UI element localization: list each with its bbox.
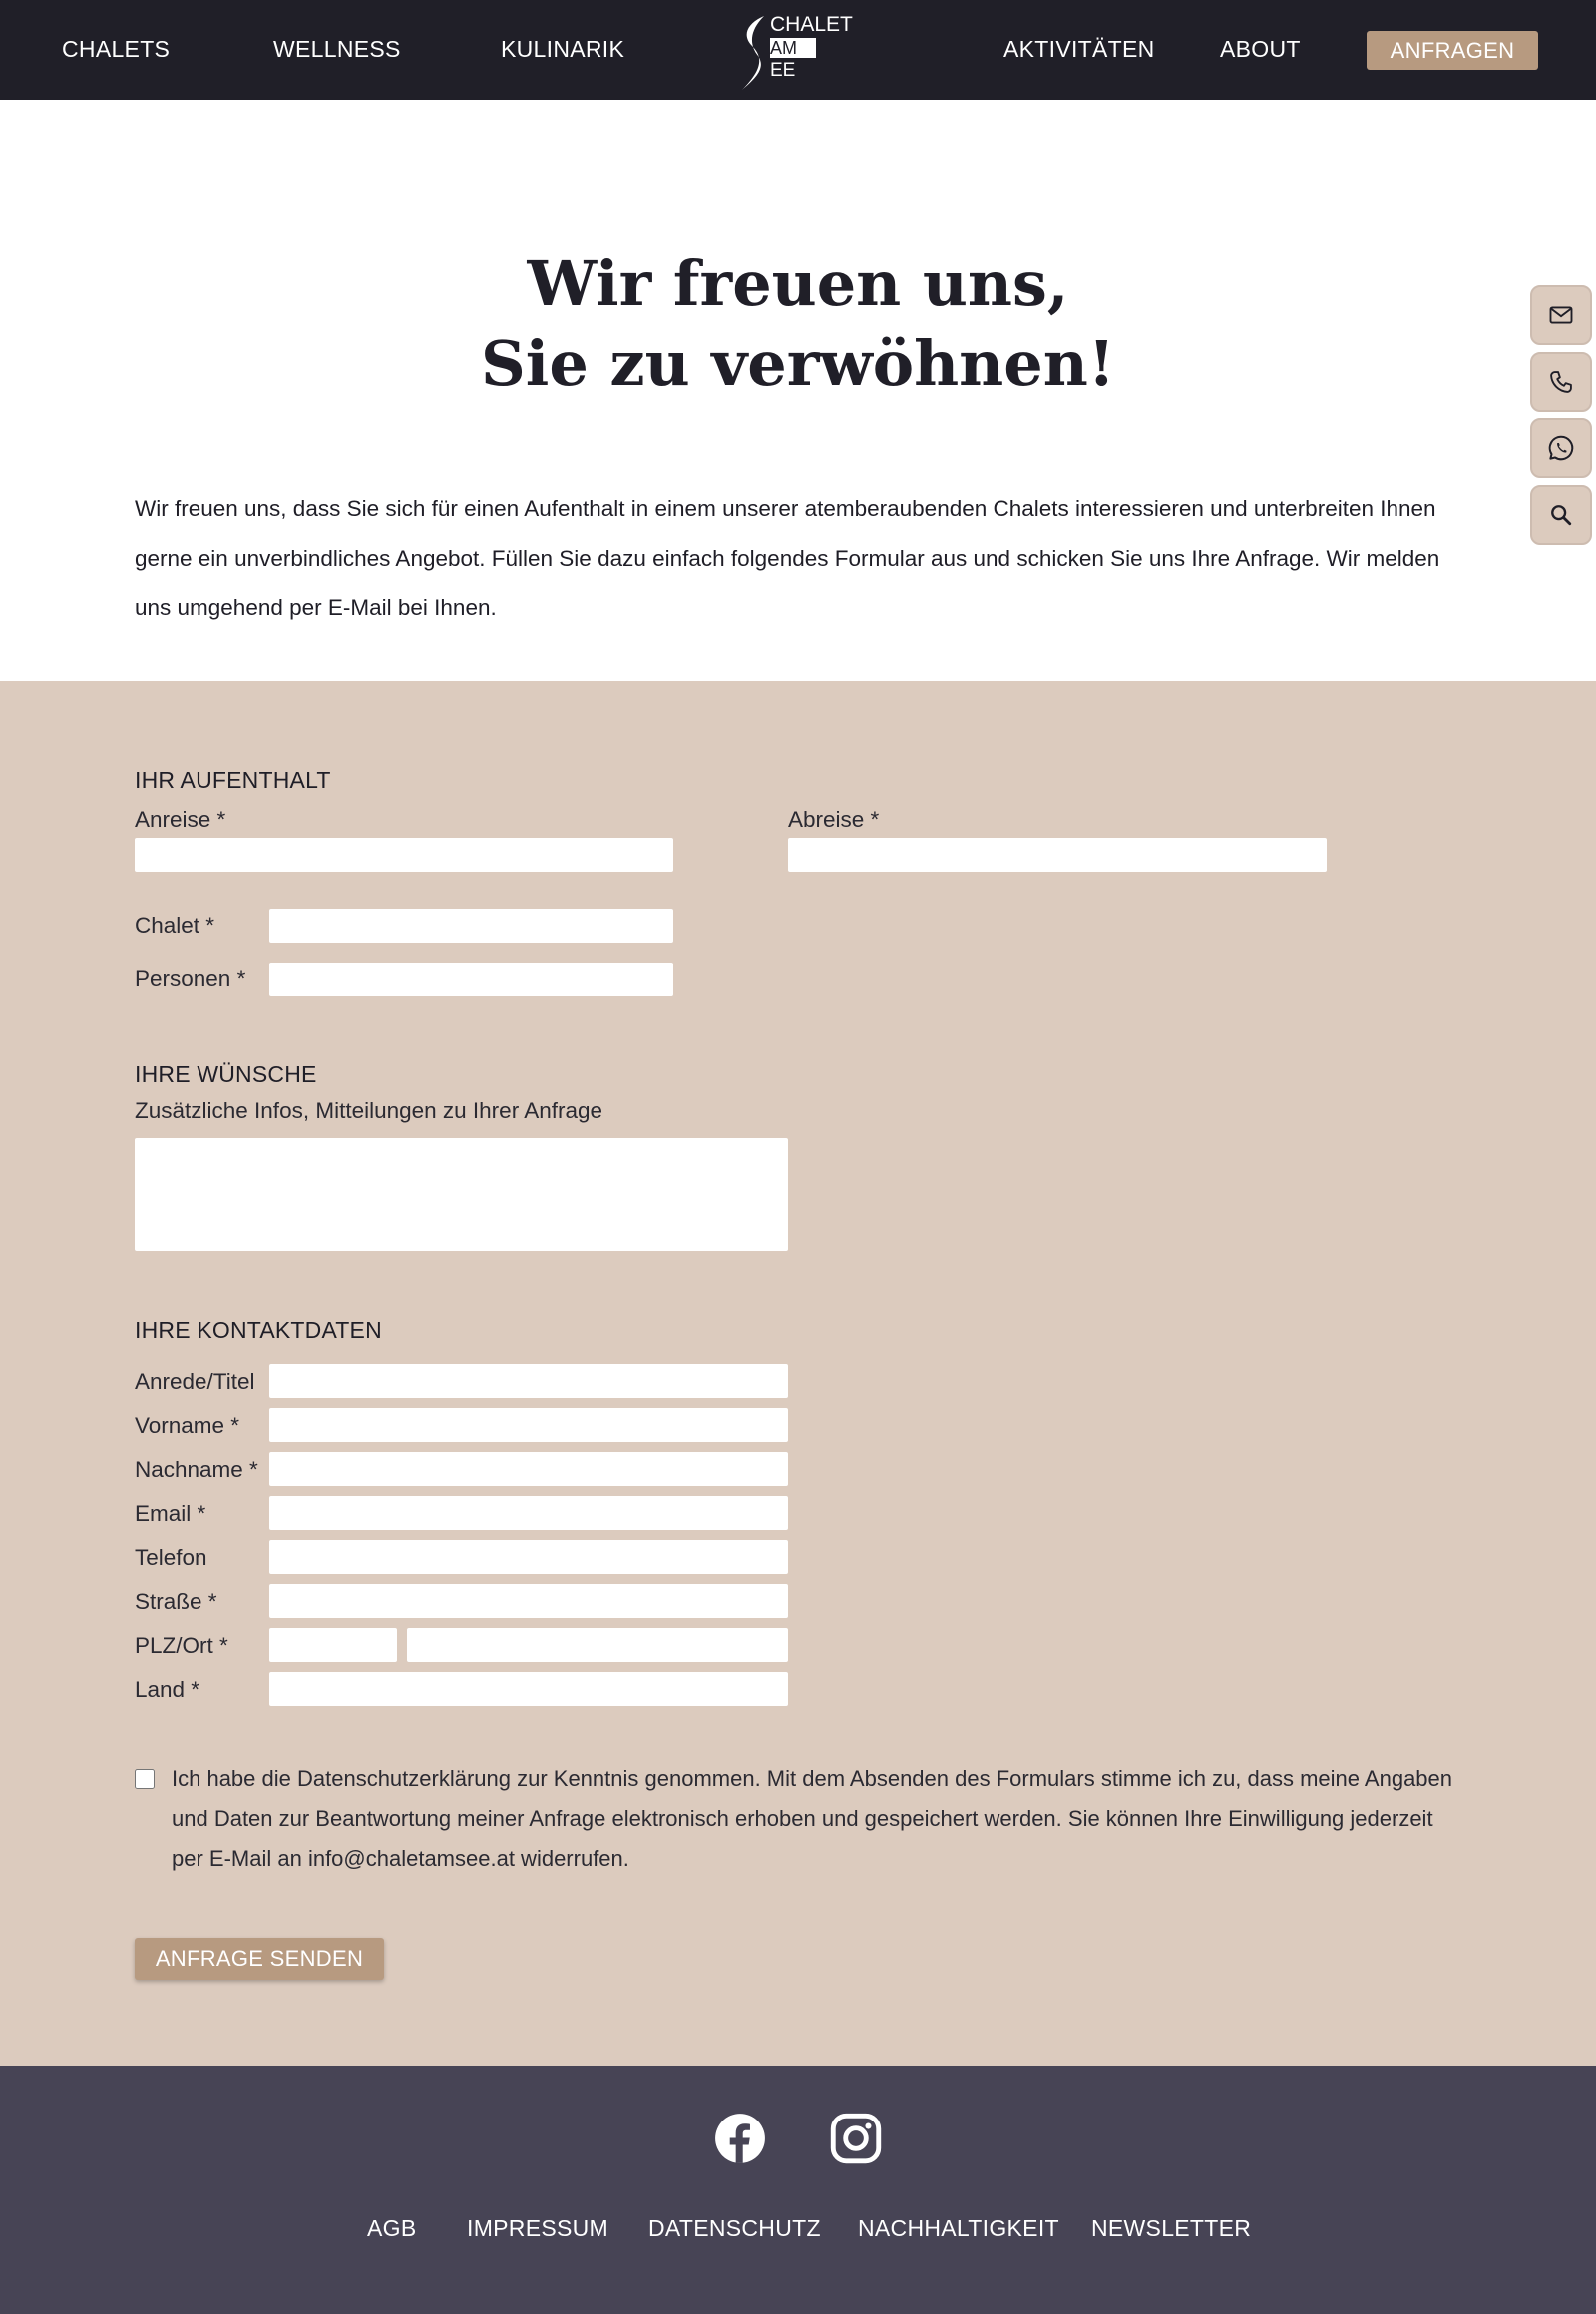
site-header bbox=[0, 0, 1596, 100]
arrival-field[interactable] bbox=[135, 838, 673, 872]
section-title-wishes: IHRE WÜNSCHE bbox=[135, 1061, 317, 1087]
facebook-icon[interactable] bbox=[714, 2113, 766, 2164]
footer-link-newsletter[interactable]: NEWSLETTER bbox=[1091, 2215, 1252, 2241]
site-footer bbox=[0, 2066, 1596, 2314]
page-title-line-2: Sie zu verwöhnen! bbox=[481, 327, 1115, 400]
side-search-button[interactable] bbox=[1530, 485, 1592, 545]
wishes-label: Zusätzliche Infos, Mitteilungen zu Ihrer Anfrage bbox=[135, 1098, 602, 1123]
zip-field[interactable] bbox=[269, 1628, 397, 1662]
section-title-contact: IHRE KONTAKTDATEN bbox=[135, 1317, 382, 1343]
mail-icon bbox=[1547, 301, 1575, 329]
lastname-label: Nachname * bbox=[135, 1457, 258, 1482]
departure-field[interactable] bbox=[788, 838, 1327, 872]
nav-chalets[interactable]: CHALETS bbox=[62, 36, 171, 62]
city-field[interactable] bbox=[407, 1628, 788, 1662]
privacy-consent-text: Ich habe die Datenschutzerklärung zur Kenntnis genommen. Mit dem Absenden des Formulars stimme ich zu, dass meine Angaben und Daten zur Beantwortung meiner Anfrage elektronisch erhoben und gespeichert werden. Sie können Ihre Einwilligung jederzeit per E-Mail an info@chaletamsee.at widerrufen. bbox=[172, 1766, 1453, 1871]
side-whatsapp-button[interactable] bbox=[1530, 418, 1592, 478]
street-field[interactable] bbox=[269, 1584, 788, 1618]
intro-text: Wir freuen uns, dass Sie sich für einen Aufenthalt in einem unserer atemberaubenden Chalets interessieren und unterbreiten Ihnen gerne ein unverbindliches Angebot. Füllen Sie dazu einfach folgendes Formular aus und schicken Sie uns Ihre Anfrage. Wir melden uns umgehend per E-Mail bei Ihnen. bbox=[135, 496, 1440, 620]
section-title-stay: IHR AUFENTHALT bbox=[135, 767, 331, 793]
persons-label: Personen * bbox=[135, 966, 246, 991]
phone-icon bbox=[1547, 368, 1575, 396]
footer-link-datenschutz[interactable]: DATENSCHUTZ bbox=[648, 2215, 821, 2241]
country-label: Land * bbox=[135, 1677, 200, 1702]
side-phone-button[interactable] bbox=[1530, 352, 1592, 412]
nav-kulinarik[interactable]: KULINARIK bbox=[501, 36, 625, 62]
footer-link-nachhaltigkeit[interactable]: NACHHALTIGKEIT bbox=[858, 2215, 1059, 2241]
side-mail-button[interactable] bbox=[1530, 285, 1592, 345]
privacy-consent-checkbox[interactable] bbox=[135, 1769, 155, 1789]
nav-about[interactable]: ABOUT bbox=[1220, 36, 1301, 62]
submit-inquiry-button[interactable]: ANFRAGE SENDEN bbox=[135, 1938, 384, 1980]
footer-link-impressum[interactable]: IMPRESSUM bbox=[467, 2215, 608, 2241]
wishes-textarea[interactable] bbox=[135, 1138, 788, 1251]
footer-link-agb[interactable]: AGB bbox=[367, 2215, 417, 2241]
page-title bbox=[0, 244, 1596, 404]
logo-text-chalet: CHALET bbox=[770, 13, 853, 36]
anfragen-button[interactable]: ANFRAGEN bbox=[1367, 31, 1538, 70]
firstname-label: Vorname * bbox=[135, 1413, 240, 1438]
logo[interactable] bbox=[738, 12, 858, 92]
street-label: Straße * bbox=[135, 1589, 217, 1614]
nav-wellness[interactable]: WELLNESS bbox=[273, 36, 401, 62]
firstname-field[interactable] bbox=[269, 1408, 788, 1442]
lastname-field[interactable] bbox=[269, 1452, 788, 1486]
email-field[interactable] bbox=[269, 1496, 788, 1530]
nav-aktivitaeten[interactable]: AKTIVITÄTEN bbox=[1003, 36, 1155, 62]
whatsapp-icon bbox=[1546, 433, 1576, 463]
persons-field[interactable] bbox=[269, 963, 673, 996]
departure-label: Abreise * bbox=[788, 807, 880, 832]
salutation-label: Anrede/Titel bbox=[135, 1369, 255, 1394]
zipcity-label: PLZ/Ort * bbox=[135, 1633, 228, 1658]
arrival-label: Anreise * bbox=[135, 807, 226, 832]
instagram-icon[interactable] bbox=[830, 2113, 882, 2164]
phone-field[interactable] bbox=[269, 1540, 788, 1574]
chalet-field[interactable] bbox=[269, 909, 673, 943]
search-icon bbox=[1547, 501, 1575, 529]
salutation-field[interactable] bbox=[269, 1364, 788, 1398]
email-label: Email * bbox=[135, 1501, 206, 1526]
logo-text-see: EE bbox=[770, 60, 796, 81]
chalet-label: Chalet * bbox=[135, 913, 215, 938]
logo-text-am: AM bbox=[770, 38, 797, 58]
phone-label: Telefon bbox=[135, 1545, 207, 1570]
country-field[interactable] bbox=[269, 1672, 788, 1706]
page-title-line-1: Wir freuen uns, bbox=[527, 247, 1069, 320]
